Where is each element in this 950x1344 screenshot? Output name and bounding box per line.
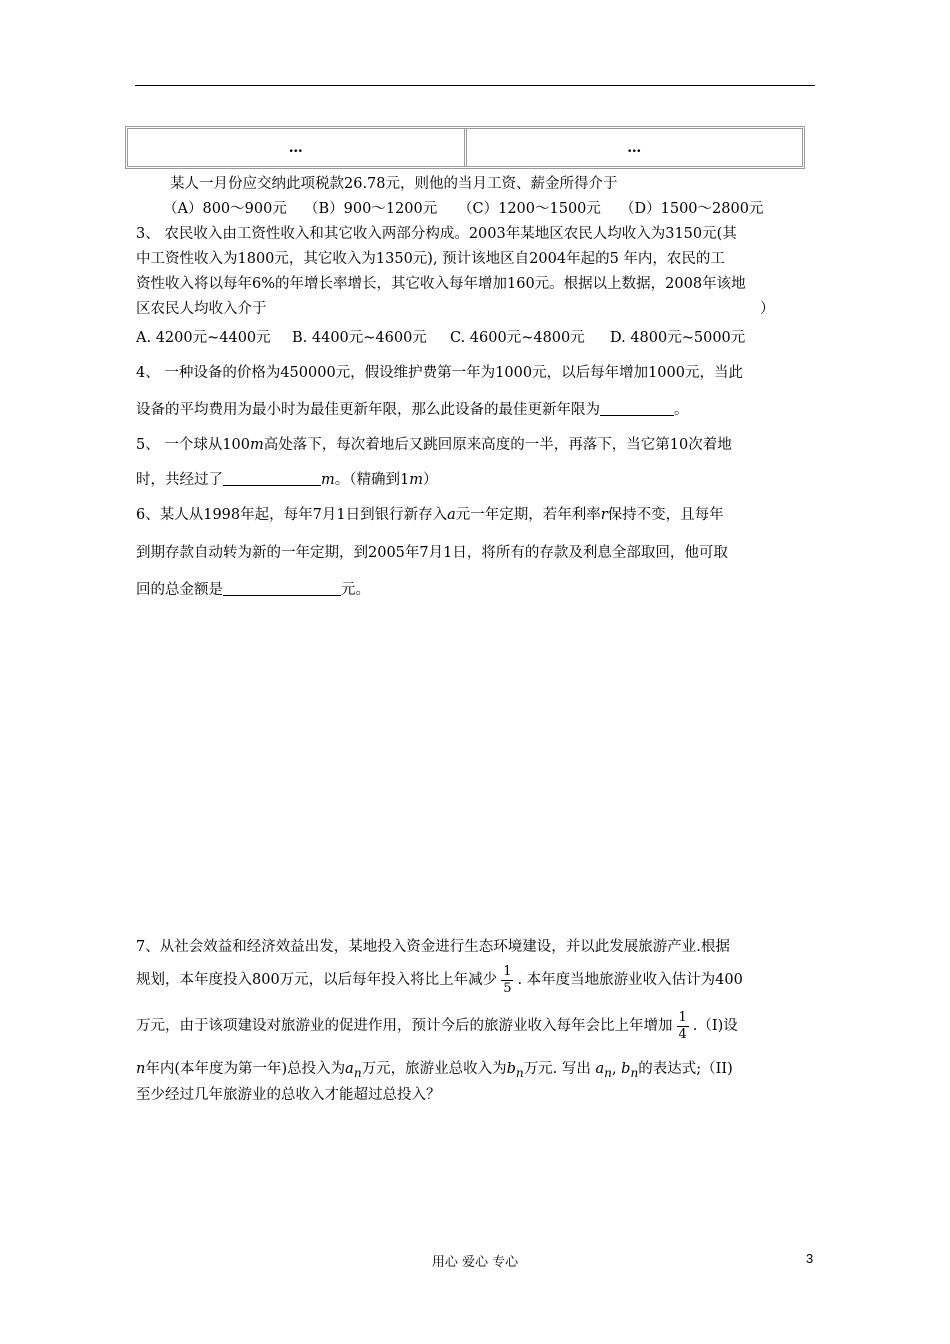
q7-subscript-n: n xyxy=(604,1065,612,1080)
q5-unit: m xyxy=(321,472,335,488)
q7-subscript-n: n xyxy=(353,1065,362,1080)
q7-var-b: b xyxy=(621,1061,631,1077)
fraction-one-fifth xyxy=(501,964,513,996)
q3-line-1: 3、 农民收入由工资性收入和其它收入两部分构成。2003年某地区农民人均收入为3150元(其 xyxy=(136,226,737,242)
q3-line-4: 区农民人均收入介于 xyxy=(136,301,267,317)
q6-var-r: r xyxy=(600,507,608,523)
q6-text: 6、某人从1998年起，每年7月1日到银行新存入 xyxy=(136,507,448,523)
q6-line-3 xyxy=(136,578,370,599)
fraction-numerator: 1 xyxy=(503,963,512,979)
q3-line-3: 资性收入将以每年6%的年增长率增长，其它收入每年增加160元。根据以上数据，2008年该地 xyxy=(136,276,746,292)
q6-text: 元。 xyxy=(341,582,370,598)
q2-option-a: （A）800～900元 xyxy=(163,201,287,217)
q3-option-b: B. 4400元~4600元 xyxy=(292,330,427,346)
header-rule xyxy=(135,85,815,86)
q7-text: . 本年度当地旅游业收入估计为400 xyxy=(517,972,743,988)
q7-line-4 xyxy=(136,1057,733,1080)
q6-line-1 xyxy=(136,503,724,524)
q7-line-3 xyxy=(136,1004,738,1048)
q7-text: 年内(本年度为第一年)总投入为 xyxy=(145,1061,346,1077)
q5-line-2 xyxy=(136,468,437,489)
answer-blank xyxy=(223,581,341,596)
q7-var-b: b xyxy=(506,1061,516,1077)
fraction-denominator: 4 xyxy=(678,1026,687,1042)
q4-line-2-text: 设备的平均费用为最小时为最佳更新年限，那么此设备的最佳更新年限为 xyxy=(136,402,600,418)
q5-text: 。（精确到1 xyxy=(334,472,410,488)
q3-paren-close: ） xyxy=(760,301,775,317)
q4-line-2 xyxy=(136,398,689,419)
q3-option-a: A. 4200元~4400元 xyxy=(136,330,271,346)
q7-subscript-n: n xyxy=(515,1065,524,1080)
table-cell: … xyxy=(288,139,303,156)
q7-text: , xyxy=(611,1061,622,1077)
answer-blank xyxy=(600,401,674,416)
table xyxy=(125,126,805,169)
q3-option-d: D. 4800元~5000元 xyxy=(610,330,746,346)
q4-line-2-end: 。 xyxy=(674,402,689,418)
q3-line-2: 中工资性收入为1800元，其它收入为1350元), 预计该地区自2004年起的5 年内，农民的工 xyxy=(136,251,725,267)
fraction-one-quarter xyxy=(677,1010,689,1042)
q5-text: 5、 一个球从100 xyxy=(136,437,251,453)
q6-text: 保持不变，且每年 xyxy=(607,507,724,523)
q7-text: 的表达式;（II) xyxy=(638,1061,733,1077)
q5-unit: m xyxy=(409,472,423,488)
q5-text: 时，共经过了 xyxy=(136,472,223,488)
q7-text: 万元，旅游业总收入为 xyxy=(361,1061,507,1077)
q6-var-a: a xyxy=(447,507,456,523)
q7-text: 万元，由于该项建设对旅游业的促进作用，预计今后的旅游业收入每年会比上年增加 xyxy=(136,1018,673,1034)
q7-var-a: a xyxy=(345,1061,354,1077)
q2-stem: 某人一月份应交纳此项税款26.78元，则他的当月工资、薪金所得介于 xyxy=(170,176,618,192)
q7-line-5: 至少经过几年旅游业的总收入才能超过总投入？ xyxy=(136,1087,441,1103)
q7-subscript-n: n xyxy=(630,1065,639,1080)
q6-text: 回的总金额是 xyxy=(136,582,223,598)
q3-option-c: C. 4600元~4800元 xyxy=(450,330,585,346)
q7-text: 万元. 写出 xyxy=(523,1061,596,1077)
fraction-numerator: 1 xyxy=(678,1009,687,1025)
table-cell: … xyxy=(464,129,803,166)
q2-option-b: （B）900～1200元 xyxy=(304,201,438,217)
answer-blank xyxy=(223,471,321,486)
page-number: 3 xyxy=(806,1251,814,1266)
q6-text: 元一年定期，若年利率 xyxy=(455,507,601,523)
q7-text: .（I)设 xyxy=(692,1018,738,1034)
q5-unit: m xyxy=(250,437,264,453)
fraction-denominator: 5 xyxy=(503,980,512,996)
q5-text: 高处落下，每次着地后又跳回原来高度的一半，再落下，当它第10次着地 xyxy=(263,437,732,453)
q5-text: ） xyxy=(422,472,438,488)
q7-text: 规划，本年度投入800万元，以后每年投入将比上年减少 xyxy=(136,972,498,988)
q7-line-2 xyxy=(136,958,743,1002)
q2-option-c: （C）1200～1500元 xyxy=(458,201,601,217)
q5-line-1 xyxy=(136,433,732,454)
q2-option-d: （D）1500～2800元 xyxy=(620,201,764,217)
q7-var-a: a xyxy=(595,1061,605,1077)
q4-line-1: 4、 一种设备的价格为450000元，假设维护费第一年为1000元，以后每年增加1000元，当此 xyxy=(136,365,743,381)
q7-var-n: n xyxy=(136,1061,146,1077)
q7-line-1: 7、从社会效益和经济效益出发，某地投入资金进行生态环境建设，并以此发展旅游产业.根据 xyxy=(136,939,730,955)
footer-text: 用心 爱心 专心 xyxy=(431,1255,519,1270)
q6-line-2: 到期存款自动转为新的一年定期，到2005年7月1日，将所有的存款及利息全部取回，他可取 xyxy=(136,545,728,561)
